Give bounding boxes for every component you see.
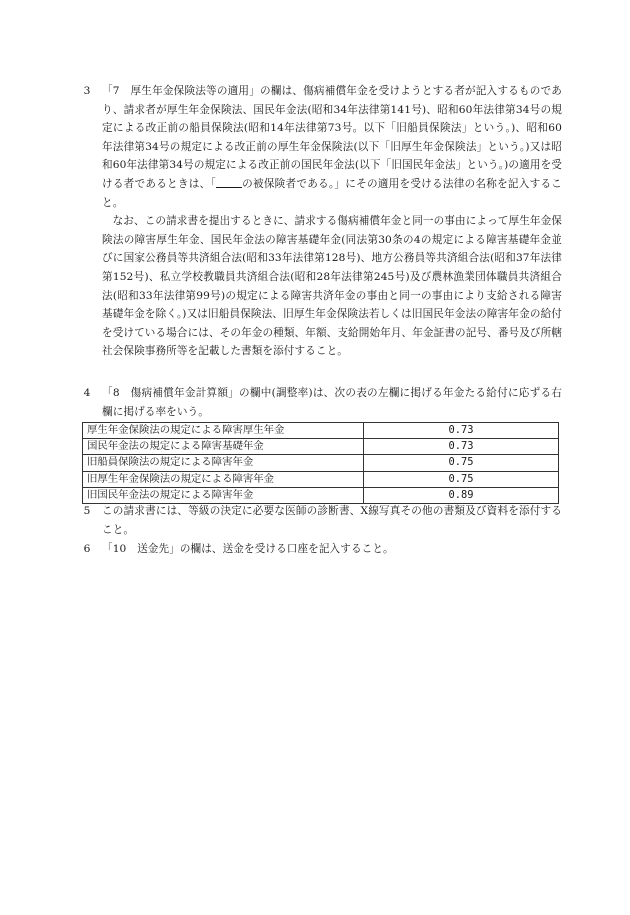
pension-type-cell: 旧厚生年金保険法の規定による障害年金 [83,471,364,487]
blank-line [216,175,242,188]
item-number: 3 [83,85,91,97]
rate-cell: 0.73 [364,439,559,455]
item-3-paragraph-1 [102,82,562,212]
item-body [102,540,562,559]
item-5-text: この請求書には、等級の決定に必要な医師の診断書、X線写真その他の書類及び資料を添付すること。 [102,505,562,536]
instruction-item-6 [72,540,562,559]
item-body [102,502,562,539]
item-number: 5 [83,505,91,517]
rate-cell: 0.73 [364,423,559,439]
item-number: 6 [83,543,91,555]
pension-type-cell: 国民年金法の規定による障害基礎年金 [83,439,364,455]
pension-type-cell: 厚生年金保険法の規定による障害厚生年金 [83,423,364,439]
item-4-text: 「8 傷病補償年金計算額」の欄中(調整率)は、次の表の左欄に掲げる年金たる給付に応ずる右欄に掲げる率をいう。 [102,387,562,418]
item-3-text-b: の被保険者である。」にその適用を受ける法律の名称を記入すること。 [102,177,562,209]
pension-type-cell: 旧国民年金法の規定による障害年金 [83,487,364,503]
item-6-text: 「10 送金先」の欄は、送金を受ける口座を記入すること。 [102,543,394,555]
adjustment-rate-table [82,422,559,504]
table-row [83,439,559,455]
instruction-item-4 [72,384,562,421]
rate-cell: 0.75 [364,471,559,487]
table-row [83,455,559,471]
table-row [83,471,559,487]
item-3-paragraph-2: なお、この請求書を提出するときに、請求する傷病補償年金と同一の事由によって厚生年金保険法の障害厚生年金、国民年金法の障害基礎年金(同法第30条の4の規定による障害基礎年金並びに国家公務員等共済組合法(昭和33年法律第128号)、地方公務員等共済組合法(昭和37年法律第152号)、私立学校教職員共済組合法(昭和28年法律第245号)及び農林漁業団体職員共済組合法(昭和33年法律第99号)の規定による障害共済年金の事由と同一の事由により支給される障害基礎年金を除く。)又は旧船員保険法、旧厚生年金保険法若しくは旧国民年金法の障害年金の給付を受けている場合には、その年金の種類、年額、支給開始年月、年金証書の記号、番号及び所轄社会保険事務所等を記載した書類を添付すること。 [102,215,562,358]
pension-type-cell: 旧船員保険法の規定による障害年金 [83,455,364,471]
item-3-text-a: 「7 厚生年金保険法等の適用」の欄は、傷病補償年金を受けようとする者が記入するものであり、請求者が厚生年金保険法、国民年金法(昭和34年法律第141号)、昭和60年法律第34号の規定による改正前の船員保険法(昭和14年法律第73号。以下「旧船員保険法」という。)、昭和60年法律第34号の規定による改正前の厚生年金保険法(以下「旧厚生年金保険法」という。)又は昭和60年法律第34号の規定による改正前の国民年金法(以下「旧国民年金法」という。)の適用を受ける者であるときは、「 [102,85,562,190]
item-number: 4 [83,387,91,399]
instruction-item-3 [72,82,562,361]
rate-cell: 0.89 [364,487,559,503]
item-body [102,384,562,421]
rate-cell: 0.75 [364,455,559,471]
table-row [83,423,559,439]
item-body [102,82,562,361]
instruction-item-5 [72,502,562,539]
